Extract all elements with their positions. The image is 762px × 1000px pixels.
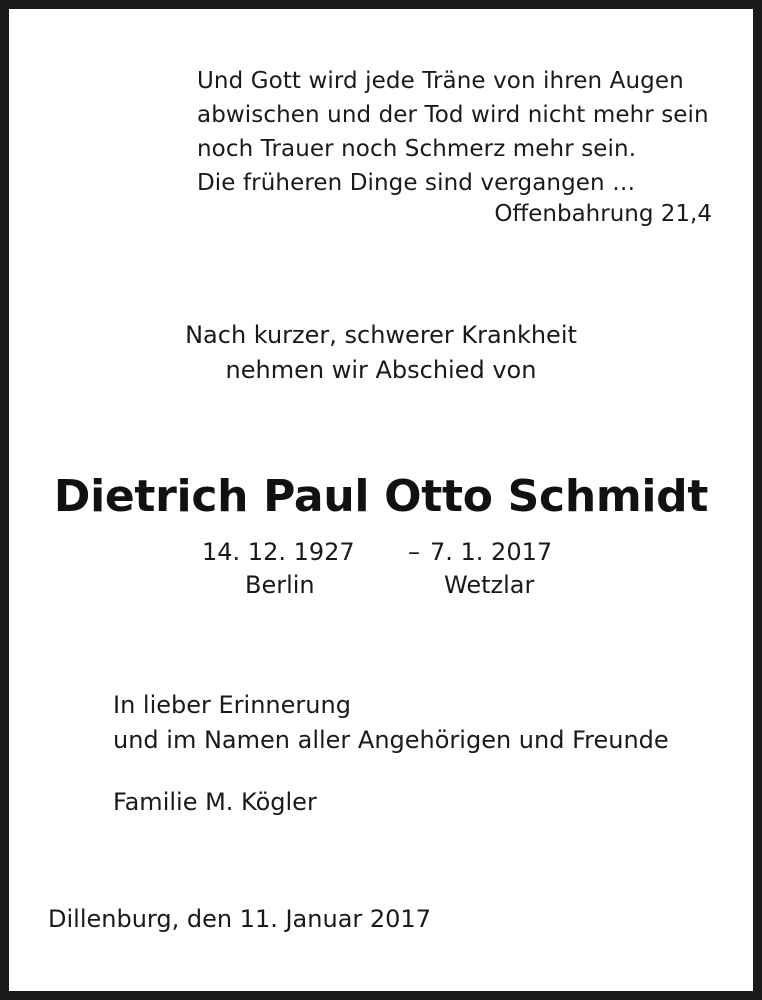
remembrance-text xyxy=(113,688,669,758)
verse-line: Die früheren Dinge sind vergangen … xyxy=(197,170,636,196)
death-place: Wetzlar xyxy=(444,571,535,599)
birth-place: Berlin xyxy=(245,571,315,599)
verse-line: abwischen und der Tod wird nicht mehr sein xyxy=(197,102,709,128)
farewell-intro xyxy=(0,318,762,388)
verse-line: noch Trauer noch Schmerz mehr sein. xyxy=(197,136,637,162)
bible-verse xyxy=(197,64,709,200)
date-separator: – xyxy=(408,538,420,566)
family-signature: Familie M. Kögler xyxy=(113,788,317,816)
death-date: 7. 1. 2017 xyxy=(430,538,553,566)
place-and-date: Dillenburg, den 11. Januar 2017 xyxy=(48,905,431,933)
verse-line: Und Gott wird jede Träne von ihren Augen xyxy=(197,68,684,94)
verse-reference: Offenbahrung 21,4 xyxy=(494,201,712,227)
remembrance-line: und im Namen aller Angehörigen und Freunde xyxy=(113,726,669,754)
birth-date: 14. 12. 1927 xyxy=(202,538,355,566)
remembrance-line: In lieber Erinnerung xyxy=(113,691,351,719)
intro-line: Nach kurzer, schwerer Krankheit xyxy=(185,321,577,349)
intro-line: nehmen wir Abschied von xyxy=(225,356,537,384)
deceased-name: Dietrich Paul Otto Schmidt xyxy=(53,471,709,522)
